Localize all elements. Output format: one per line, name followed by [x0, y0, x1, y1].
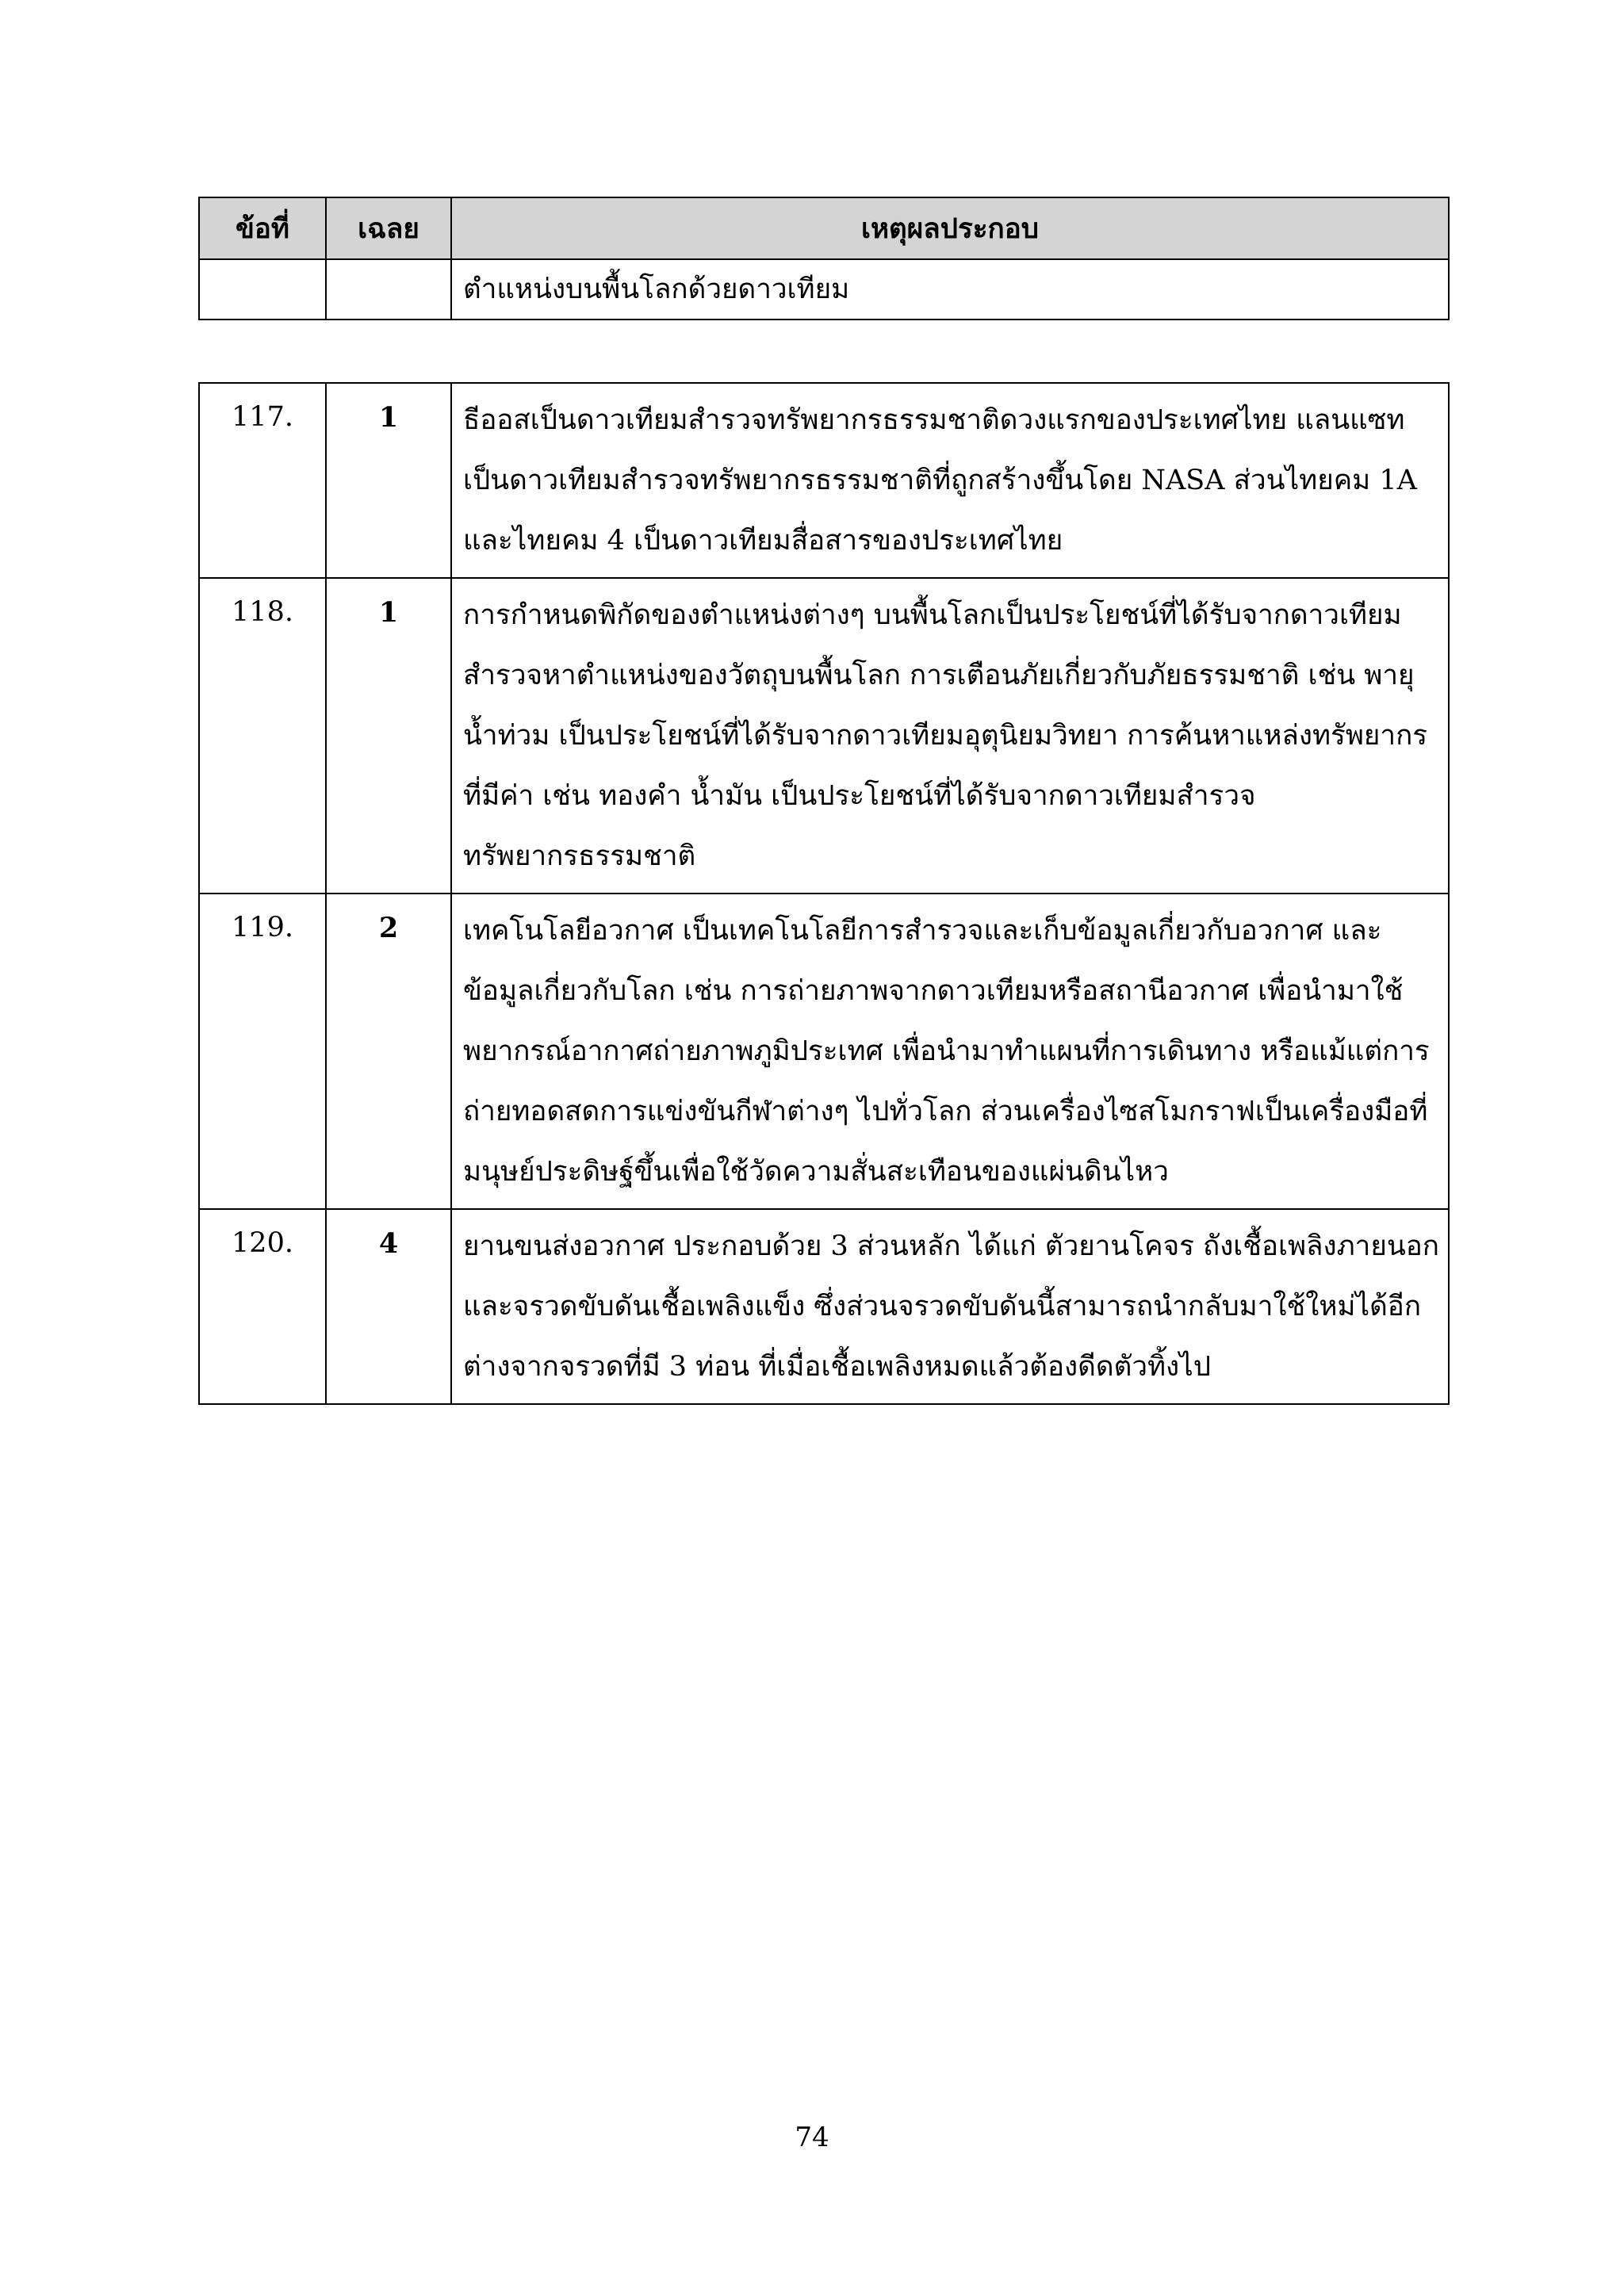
column-header-reason: เหตุผลประกอบ: [451, 197, 1449, 259]
reason-line: เทคโนโลยีอวกาศ เป็นเทคโนโลยีการสำรวจและเก็บข้อมูลเกี่ยวกับอวกาศ และ: [463, 915, 1382, 947]
reason-line: ทรัพยากรธรรมชาติ: [463, 840, 696, 872]
answer-cell: 4: [326, 1209, 451, 1404]
item-number-cell: 119.: [199, 894, 326, 1209]
table-row: [199, 383, 1449, 578]
table-row-continuation: [199, 259, 1449, 320]
answer-table-header: [198, 197, 1450, 320]
reason-line: น้ำท่วม เป็นประโยชน์ที่ได้รับจากดาวเทียมอุตุนิยมวิทยา การค้นหาแหล่งทรัพยากร: [463, 720, 1428, 752]
reason-line: มนุษย์ประดิษฐ์ขึ้นเพื่อใช้วัดความสั่นสะเทือนของแผ่นดินไหว: [463, 1156, 1169, 1188]
continuation-answer-cell: [326, 259, 451, 320]
continuation-reason-cell: ตำแหน่งบนพื้นโลกด้วยดาวเทียม: [451, 259, 1449, 320]
reason-line: ข้อมูลเกี่ยวกับโลก เช่น การถ่ายภาพจากดาวเทียมหรือสถานีอวกาศ เพื่อนำมาใช้: [463, 975, 1404, 1007]
reason-cell: [451, 894, 1449, 1209]
column-header-item: ข้อที่: [199, 197, 326, 259]
reason-line: ที่มีค่า เช่น ทองคำ น้ำมัน เป็นประโยชน์ที่ได้รับจากดาวเทียมสำรวจ: [463, 780, 1256, 812]
reason-line: การกำหนดพิกัดของตำแหน่งต่างๆ บนพื้นโลกเป็นประโยชน์ที่ได้รับจากดาวเทียม: [463, 599, 1402, 631]
reason-cell: [451, 383, 1449, 578]
reason-line: ถ่ายทอดสดการแข่งขันกีฬาต่างๆ ไปทั่วโลก ส่วนเครื่องไซสโมกราฟเป็นเครื่องมือที่: [463, 1096, 1428, 1127]
reason-line: พยากรณ์อากาศถ่ายภาพภูมิประเทศ เพื่อนำมาทำแผนที่การเดินทาง หรือแม้แต่การ: [463, 1035, 1430, 1067]
reason-line: ยานขนส่งอวกาศ ประกอบด้วย 3 ส่วนหลัก ได้แก่ ตัวยานโคจร ถังเชื้อเพลิงภายนอก: [463, 1230, 1439, 1262]
reason-line: และไทยคม 4 เป็นดาวเทียมสื่อสารของประเทศไทย: [463, 525, 1063, 557]
reason-line: เป็นดาวเทียมสำรวจทรัพยากรธรรมชาติที่ถูกสร้างขึ้นโดย NASA ส่วนไทยคม 1A: [463, 465, 1417, 496]
reason-cell: [451, 578, 1449, 894]
answer-table-body: [198, 382, 1450, 1405]
answer-cell: 1: [326, 578, 451, 894]
reason-line: และจรวดขับดันเชื้อเพลิงแข็ง ซึ่งส่วนจรวดขับดันนี้สามารถนำกลับมาใช้ใหม่ได้อีก: [463, 1291, 1422, 1322]
reason-line: ธีออสเป็นดาวเทียมสำรวจทรัพยากรธรรมชาติดวงแรกของประเทศไทย แลนแซท: [463, 404, 1405, 436]
table-row: [199, 1209, 1449, 1404]
table-row: [199, 894, 1449, 1209]
reason-cell: [451, 1209, 1449, 1404]
answer-cell: 1: [326, 383, 451, 578]
reason-line: ต่างจากจรวดที่มี 3 ท่อน ที่เมื่อเชื้อเพลิงหมดแล้วต้องดีดตัวทิ้งไป: [463, 1351, 1211, 1383]
table-header-row: [199, 197, 1449, 259]
column-header-answer: เฉลย: [326, 197, 451, 259]
item-number-cell: 118.: [199, 578, 326, 894]
table-row: [199, 578, 1449, 894]
continuation-item-cell: [199, 259, 326, 320]
item-number-cell: 120.: [199, 1209, 326, 1404]
item-number-cell: 117.: [199, 383, 326, 578]
answer-cell: 2: [326, 894, 451, 1209]
page-number: 74: [795, 2122, 829, 2153]
reason-line: สำรวจหาตำแหน่งของวัตถุบนพื้นโลก การเตือนภัยเกี่ยวกับภัยธรรมชาติ เช่น พายุ: [463, 660, 1415, 691]
